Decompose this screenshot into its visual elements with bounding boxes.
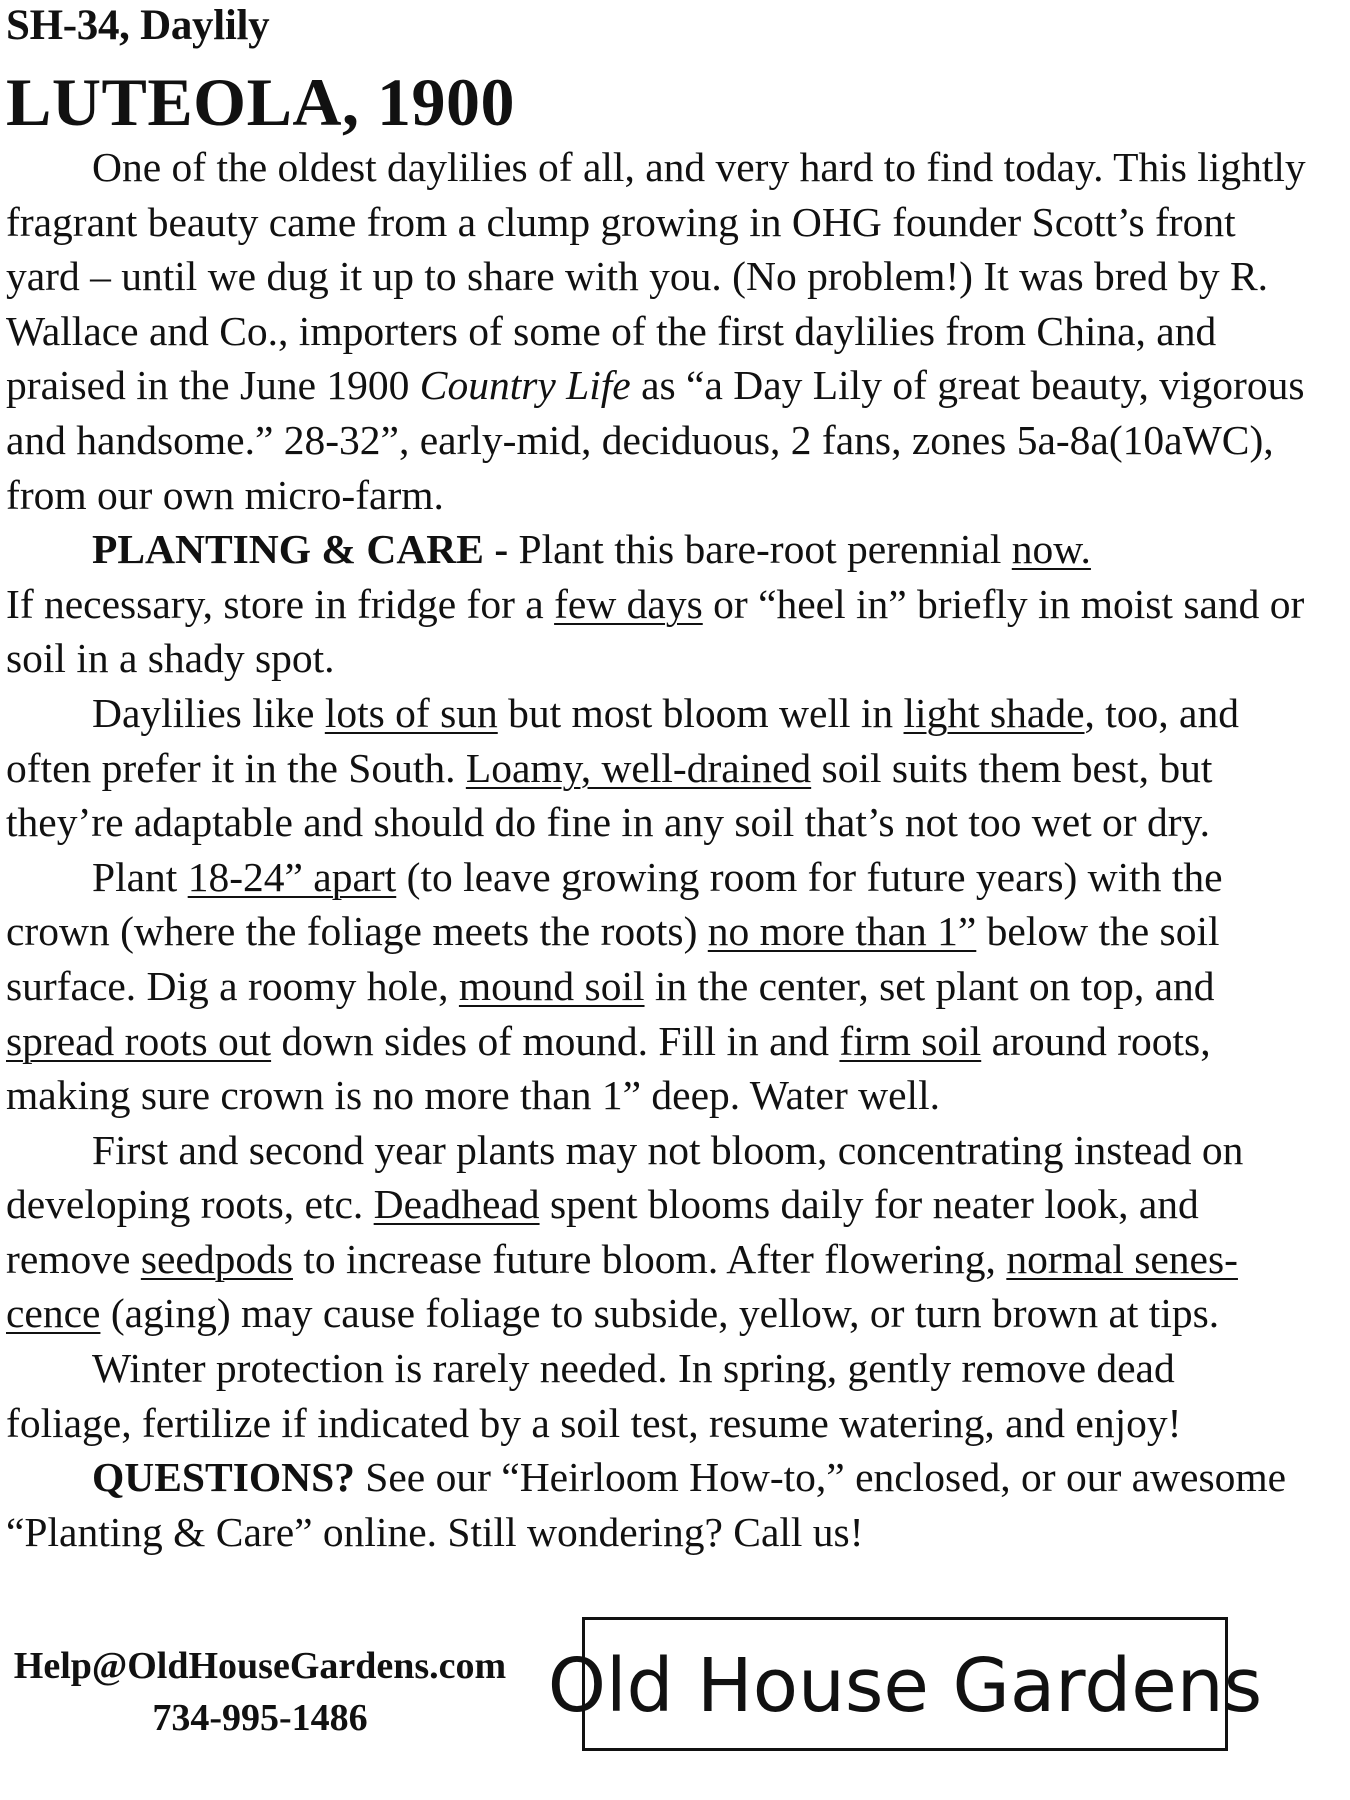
sun-text-4: soil suits them best, but they’re adaptable and should do fine in any soil that’s not too wet or dry. [6,744,1213,846]
plant-paragraph [6,850,1306,1123]
brand-logo [547,1617,1263,1751]
questions-heading: QUESTIONS? [92,1454,355,1501]
questions-text: See our “Heirloom How-to,” enclosed, or our awesome “Planting & Care” online. Still wondering? Call us! [6,1454,1287,1555]
questions-paragraph [6,1450,1306,1559]
storage-underline-few-days: few days [554,580,703,627]
sun-paragraph [6,686,1306,850]
product-code: SH-34, Daylily [6,2,270,49]
sun-underline-1: lots of sun [324,689,498,736]
bloom-text-2: spent blooms daily for neater look, and remove [6,1181,1199,1282]
plant-text-5: down sides of mound. Fill in and [271,1017,840,1064]
winter-paragraph: Winter protection is rarely needed. In spring, gently remove dead foliage, fertilize if indicated by a soil test, resume watering, and enjoy! [6,1345,1182,1446]
contact-phone[interactable]: 734-995-1486 [152,1697,368,1739]
plant-text-1: Plant [92,853,188,900]
bloom-underline-2: seedpods [140,1235,293,1282]
plant-text-3: below the soil surface. Dig a roomy hole, [6,908,1220,1009]
magazine-title: Country Life [419,362,631,409]
plant-text-2: (to leave growing room for future years) with the crown (where the foliage meets the roots) [6,853,1223,955]
contact-email[interactable]: Help@OldHouseGardens.com [13,1645,507,1687]
plant-underline-3: mound soil [458,962,645,1009]
bloom-underline-3: normal senes-cence [6,1235,1238,1337]
bloom-paragraph [6,1123,1306,1341]
planting-underline-now: now. [1011,526,1091,573]
planting-text-1: Plant this bare-root perennial [508,526,1012,573]
sun-text-1: Daylilies like [92,689,325,736]
bloom-text-3: to increase future bloom. After flowering, [292,1235,1007,1282]
sun-underline-3: Loamy, well-drained [465,744,812,791]
plant-underline-2: no more than 1” [707,908,977,955]
planting-paragraph [6,522,1306,577]
storage-paragraph [6,577,1306,686]
plant-text-4: in the center, set plant on top, and [644,962,1215,1009]
storage-text-1: If necessary, store in fridge for a [6,580,555,627]
brand-logo-text: Old House Gardens [547,1643,1263,1729]
intro-text-2: as “a Day Lily of great beauty, vigorous and handsome.” 28-32”, early-mid, deciduous, 2 fans, zones 5a-8a(10aWC), from our own micro-farm. [6,362,1305,518]
sun-underline-2: light shade [903,689,1085,736]
plant-text-6: around roots, making sure crown is no more than 1” deep. Water well. [6,1017,1211,1119]
bloom-text-1: First and second year plants may not bloom, concentrating instead on developing roots, etc. [6,1126,1244,1228]
storage-text-2: or “heel in” briefly in moist sand or soil in a shady spot. [6,580,1305,682]
sun-text-3: , too, and often prefer it in the South. [6,689,1239,791]
intro-text-1: One of the oldest daylilies of all, and very hard to find today. This lightly fragrant beauty came from a clump growing in OHG founder Scott’s front yard – until we dug it up to share with you. (No problem!) It was bred by R. Wallace and Co., importers of some of the first daylilies from China, and praised in the June 1900 [6,144,1306,409]
plant-underline-4: spread roots out [6,1017,272,1064]
intro-paragraph [6,140,1306,522]
page-title: LUTEOLA, 1900 [6,64,516,140]
brand-logo-wordmark [547,1629,1263,1739]
bloom-underline-1: Deadhead [373,1181,540,1228]
sun-text-2: but most bloom well in [497,689,904,736]
plant-underline-5: firm soil [839,1017,982,1064]
plant-underline-1: 18-24” apart [187,853,397,900]
contact-block [10,1640,510,1744]
planting-heading: PLANTING & CARE - [92,526,509,573]
body-text [6,140,1306,1559]
bloom-text-4: (aging) may cause foliage to subside, yellow, or turn brown at tips. [100,1290,1220,1337]
